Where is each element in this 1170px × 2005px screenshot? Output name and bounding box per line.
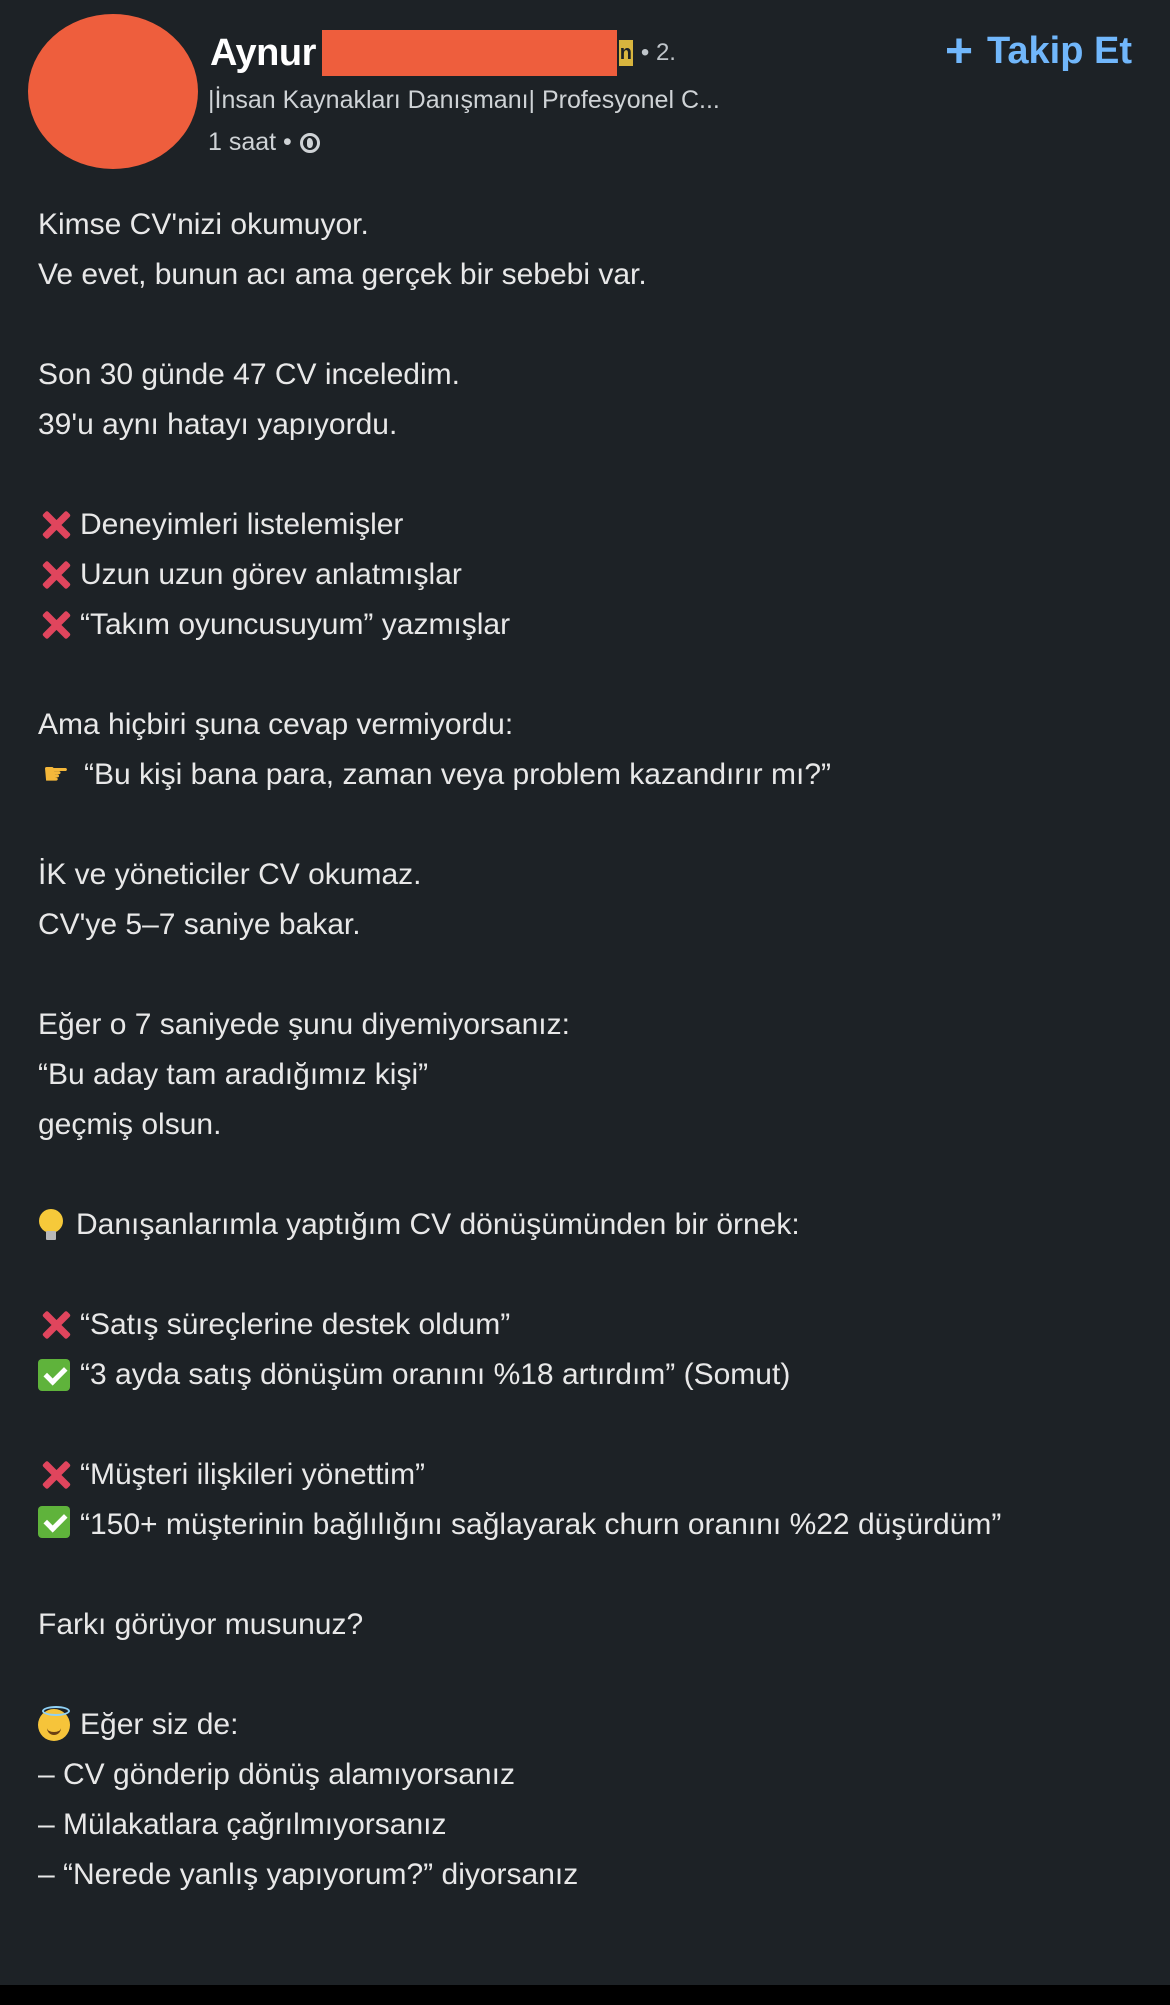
- list-item: [38, 550, 1148, 600]
- cross-mark-icon: [38, 557, 74, 593]
- post-time: 1 saat •: [208, 128, 292, 156]
- post-line-text: “3 ayda satış dönüşüm oranını %18 artırdım” (Somut): [80, 1358, 791, 1391]
- follow-label: Takip Et: [987, 30, 1132, 72]
- avatar[interactable]: [28, 14, 198, 169]
- author-headline: |İnsan Kaynakları Danışmanı| Profesyonel C...: [208, 86, 720, 114]
- post-header: [0, 0, 1170, 175]
- list-item: [38, 500, 1148, 550]
- list-item: [38, 1300, 1148, 1350]
- list-item: [38, 1500, 1148, 1550]
- post-line: Farkı görüyor musunuz?: [38, 1608, 364, 1641]
- post-line: Kimse CV'nizi okumuyor.: [38, 208, 369, 241]
- post-line: Ve evet, bunun acı ama gerçek bir sebebi var.: [38, 258, 647, 291]
- post-line-text: Uzun uzun görev anlatmışlar: [80, 558, 462, 591]
- post-line: 39'u aynı hatayı yapıyordu.: [38, 408, 398, 441]
- cross-mark-icon: [38, 507, 74, 543]
- author-name[interactable]: Aynur: [210, 31, 316, 74]
- post-line: Son 30 günde 47 CV inceledim.: [38, 358, 460, 391]
- bottom-edge: [0, 1985, 1170, 2005]
- list-item: [38, 1200, 1148, 1250]
- smiling-face-with-halo-icon: [38, 1709, 70, 1741]
- list-item: [38, 600, 1148, 650]
- author-name-row: [210, 28, 676, 78]
- post-line-text: “Bu kişi bana para, zaman veya problem kazandırır mı?”: [84, 758, 831, 791]
- check-mark-icon: [38, 1359, 70, 1391]
- post-line-text: Eğer siz de:: [80, 1708, 239, 1741]
- list-item: [38, 750, 1148, 800]
- cross-mark-icon: [38, 1307, 74, 1343]
- premium-badge-icon: n: [619, 42, 632, 64]
- check-mark-icon: [38, 1506, 70, 1538]
- post-line: CV'ye 5–7 saniye bakar.: [38, 908, 361, 941]
- post-line: geçmiş olsun.: [38, 1108, 222, 1141]
- post-meta: [208, 128, 320, 157]
- pointing-hand-icon: ☛: [42, 758, 70, 791]
- cross-mark-icon: [38, 607, 74, 643]
- post-line-text: Danışanlarımla yaptığım CV dönüşümünden bir örnek:: [76, 1208, 800, 1241]
- post-line-text: “Müşteri ilişkileri yönettim”: [80, 1458, 426, 1491]
- light-bulb-icon: [38, 1209, 64, 1241]
- post-line: İK ve yöneticiler CV okumaz.: [38, 858, 422, 891]
- post-line: – “Nerede yanlış yapıyorum?” diyorsanız: [38, 1858, 579, 1891]
- post-line: “Bu aday tam aradığımız kişi”: [38, 1058, 429, 1091]
- post-body: [38, 200, 1148, 1900]
- post-line: – CV gönderip dönüş alamıyorsanız: [38, 1758, 515, 1791]
- post-line-text: “150+ müşterinin bağlılığını sağlayarak churn oranını %22 düşürdüm”: [80, 1508, 1002, 1541]
- cross-mark-icon: [38, 1457, 74, 1493]
- follow-button[interactable]: [944, 24, 1132, 78]
- plus-icon: +: [944, 24, 973, 78]
- post-line-text: “Satış süreçlerine destek oldum”: [80, 1308, 511, 1341]
- list-item: [38, 1700, 1148, 1750]
- redacted-surname: [322, 30, 617, 76]
- connection-degree: • 2.: [640, 39, 676, 66]
- list-item: [38, 1450, 1148, 1500]
- post-line-text: Deneyimleri listelemişler: [80, 508, 404, 541]
- globe-icon: [300, 133, 320, 153]
- post-line: Ama hiçbiri şuna cevap vermiyordu:: [38, 708, 514, 741]
- post-line: Eğer o 7 saniyede şunu diyemiyorsanız:: [38, 1008, 570, 1041]
- post-line: – Mülakatlara çağrılmıyorsanız: [38, 1808, 447, 1841]
- list-item: [38, 1350, 1148, 1400]
- post-line-text: “Takım oyuncusuyum” yazmışlar: [80, 608, 511, 641]
